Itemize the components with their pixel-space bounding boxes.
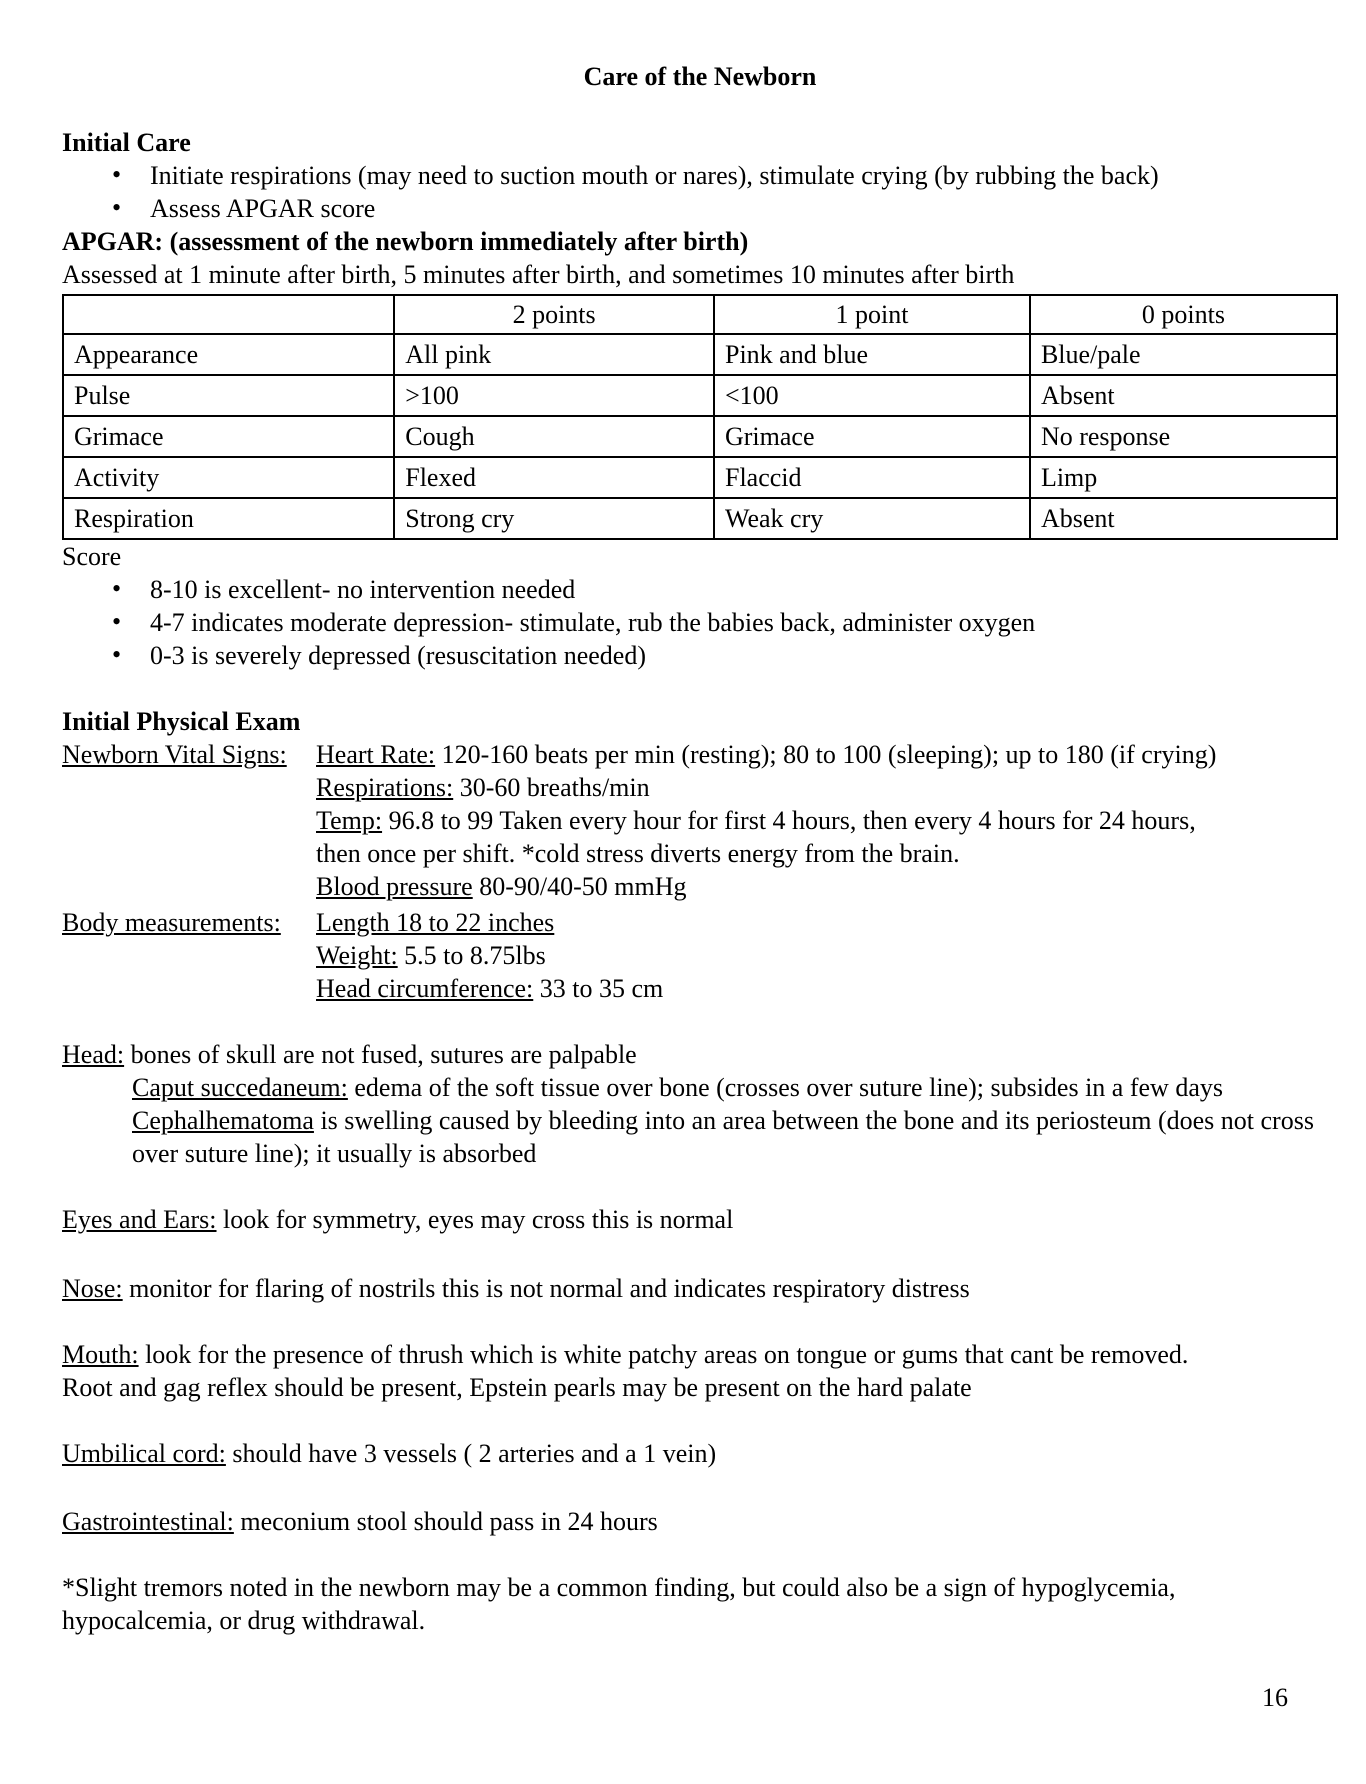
apgar-cell: >100 xyxy=(394,375,714,416)
apgar-header-blank xyxy=(63,295,394,334)
mouth-text: look for the presence of thrush which is white patchy areas on tongue or gums that cant be removed. xyxy=(145,1340,1189,1369)
apgar-cell: <100 xyxy=(714,375,1030,416)
bullet-icon: • xyxy=(112,640,122,669)
list-item xyxy=(62,192,1338,225)
score-bullet-2: 4-7 indicates moderate depression- stimulate, rub the babies back, administer oxygen xyxy=(150,608,1036,637)
length-line xyxy=(316,906,1338,939)
table-row xyxy=(63,375,1337,416)
list-item xyxy=(62,573,1338,606)
physical-exam-heading: Initial Physical Exam xyxy=(62,707,301,736)
table-row xyxy=(63,457,1337,498)
apgar-cell: Respiration xyxy=(63,498,394,539)
page-title: Care of the Newborn xyxy=(583,62,817,91)
blood-pressure-value: 80-90/40-50 mmHg xyxy=(479,872,687,901)
initial-care-bullet-1: Initiate respirations (may need to suction mouth or nares), stimulate crying (by rubbing the back) xyxy=(150,161,1159,190)
vital-signs-block xyxy=(62,738,1338,903)
footnote-line-2: hypocalcemia, or drug withdrawal. xyxy=(62,1606,426,1635)
respirations-value: 30-60 breaths/min xyxy=(459,773,650,802)
apgar-cell: Absent xyxy=(1030,375,1337,416)
mouth-line xyxy=(62,1338,1338,1371)
apgar-table-header-row xyxy=(63,295,1337,334)
apgar-cell: Cough xyxy=(394,416,714,457)
apgar-cell: Flexed xyxy=(394,457,714,498)
heart-rate-value: 120-160 beats per min (resting); 80 to 100 (sleeping); up to 180 (if crying) xyxy=(441,740,1217,769)
blood-pressure-line xyxy=(316,870,1338,903)
bullet-icon: • xyxy=(112,607,122,636)
gastrointestinal-line xyxy=(62,1505,1338,1538)
blood-pressure-label: Blood pressure xyxy=(316,872,473,901)
temp-line-2: then once per shift. *cold stress diverts energy from the brain. xyxy=(316,839,960,868)
eyes-ears-text: look for symmetry, eyes may cross this is normal xyxy=(223,1205,734,1234)
weight-line xyxy=(316,939,1338,972)
apgar-cell: Limp xyxy=(1030,457,1337,498)
list-item xyxy=(62,606,1338,639)
umbilical-cord-label: Umbilical cord: xyxy=(62,1439,226,1468)
weight-label: Weight: xyxy=(316,941,398,970)
apgar-cell: Weak cry xyxy=(714,498,1030,539)
head-circumference-label: Head circumference: xyxy=(316,974,534,1003)
temp-line xyxy=(316,804,1338,837)
head-circumference-line xyxy=(316,972,1338,1005)
eyes-ears-line xyxy=(62,1203,1338,1236)
table-row xyxy=(63,416,1337,457)
table-row xyxy=(63,334,1337,375)
heart-rate-label: Heart Rate: xyxy=(316,740,436,769)
bullet-icon: • xyxy=(112,193,122,222)
score-bullet-1: 8-10 is excellent- no intervention needed xyxy=(150,575,576,604)
cephalhematoma-label: Cephalhematoma xyxy=(132,1106,314,1135)
cephalhematoma-text: is swelling caused by bleeding into an area between the bone and its periosteum (does not cross over suture line); it usually is absorbed xyxy=(132,1106,1314,1168)
mouth-label: Mouth: xyxy=(62,1340,139,1369)
initial-care-bullet-2: Assess APGAR score xyxy=(150,194,376,223)
apgar-cell: Blue/pale xyxy=(1030,334,1337,375)
apgar-cell: Appearance xyxy=(63,334,394,375)
mouth-line-2: Root and gag reflex should be present, Epstein pearls may be present on the hard palate xyxy=(62,1373,972,1402)
gastrointestinal-label: Gastrointestinal: xyxy=(62,1507,234,1536)
apgar-header-0points: 0 points xyxy=(1030,295,1337,334)
apgar-cell: Grimace xyxy=(714,416,1030,457)
initial-care-heading: Initial Care xyxy=(62,128,191,157)
caput-text: edema of the soft tissue over bone (crosses over suture line); subsides in a few days xyxy=(354,1073,1223,1102)
apgar-cell: Pink and blue xyxy=(714,334,1030,375)
body-measurements-label: Body measurements: xyxy=(62,908,281,937)
head-circumference-value: 33 to 35 cm xyxy=(539,974,664,1003)
eyes-ears-label: Eyes and Ears: xyxy=(62,1205,217,1234)
head-label: Head: xyxy=(62,1040,125,1069)
apgar-cell: All pink xyxy=(394,334,714,375)
page-number: 16 xyxy=(1262,1683,1288,1712)
apgar-table xyxy=(62,294,1338,540)
apgar-heading: APGAR: (assessment of the newborn immediately after birth) xyxy=(62,227,749,256)
cephalhematoma-line xyxy=(132,1104,1338,1170)
head-text: bones of skull are not fused, sutures are palpable xyxy=(130,1040,637,1069)
nose-text: monitor for flaring of nostrils this is not normal and indicates respiratory distress xyxy=(129,1274,970,1303)
head-line xyxy=(62,1038,1338,1071)
apgar-cell: Grimace xyxy=(63,416,394,457)
nose-label: Nose: xyxy=(62,1274,123,1303)
footnote xyxy=(62,1571,1338,1637)
apgar-cell: Absent xyxy=(1030,498,1337,539)
heart-rate-line xyxy=(316,738,1338,771)
apgar-header-1point: 1 point xyxy=(714,295,1030,334)
weight-value: 5.5 to 8.75lbs xyxy=(404,941,546,970)
bullet-icon: • xyxy=(112,160,122,189)
score-bullet-3: 0-3 is severely depressed (resuscitation needed) xyxy=(150,641,646,670)
apgar-cell: Strong cry xyxy=(394,498,714,539)
umbilical-cord-line xyxy=(62,1437,1338,1470)
list-item xyxy=(62,639,1338,672)
table-row xyxy=(63,498,1337,539)
length-value: Length 18 to 22 inches xyxy=(316,908,555,937)
gastrointestinal-text: meconium stool should pass in 24 hours xyxy=(240,1507,658,1536)
respirations-label: Respirations: xyxy=(316,773,454,802)
umbilical-cord-text: should have 3 vessels ( 2 arteries and a 1 vein) xyxy=(232,1439,717,1468)
apgar-cell: No response xyxy=(1030,416,1337,457)
respirations-line xyxy=(316,771,1338,804)
apgar-cell: Pulse xyxy=(63,375,394,416)
apgar-assessed-line: Assessed at 1 minute after birth, 5 minutes after birth, and sometimes 10 minutes after birth xyxy=(62,260,1015,289)
score-label: Score xyxy=(62,542,122,571)
bullet-icon: • xyxy=(112,574,122,603)
list-item xyxy=(62,159,1338,192)
nose-line xyxy=(62,1272,1338,1305)
apgar-cell: Flaccid xyxy=(714,457,1030,498)
body-measurements-block xyxy=(62,906,1338,1005)
apgar-header-2points: 2 points xyxy=(394,295,714,334)
temp-value: 96.8 to 99 Taken every hour for first 4 hours, then every 4 hours for 24 hours, xyxy=(388,806,1196,835)
footnote-line-1: *Slight tremors noted in the newborn may be a common finding, but could also be a sign of hypoglycemia, xyxy=(62,1573,1176,1602)
apgar-cell: Activity xyxy=(63,457,394,498)
caput-line xyxy=(132,1071,1338,1104)
temp-label: Temp: xyxy=(316,806,383,835)
vital-signs-label: Newborn Vital Signs: xyxy=(62,740,287,769)
caput-label: Caput succedaneum: xyxy=(132,1073,348,1102)
